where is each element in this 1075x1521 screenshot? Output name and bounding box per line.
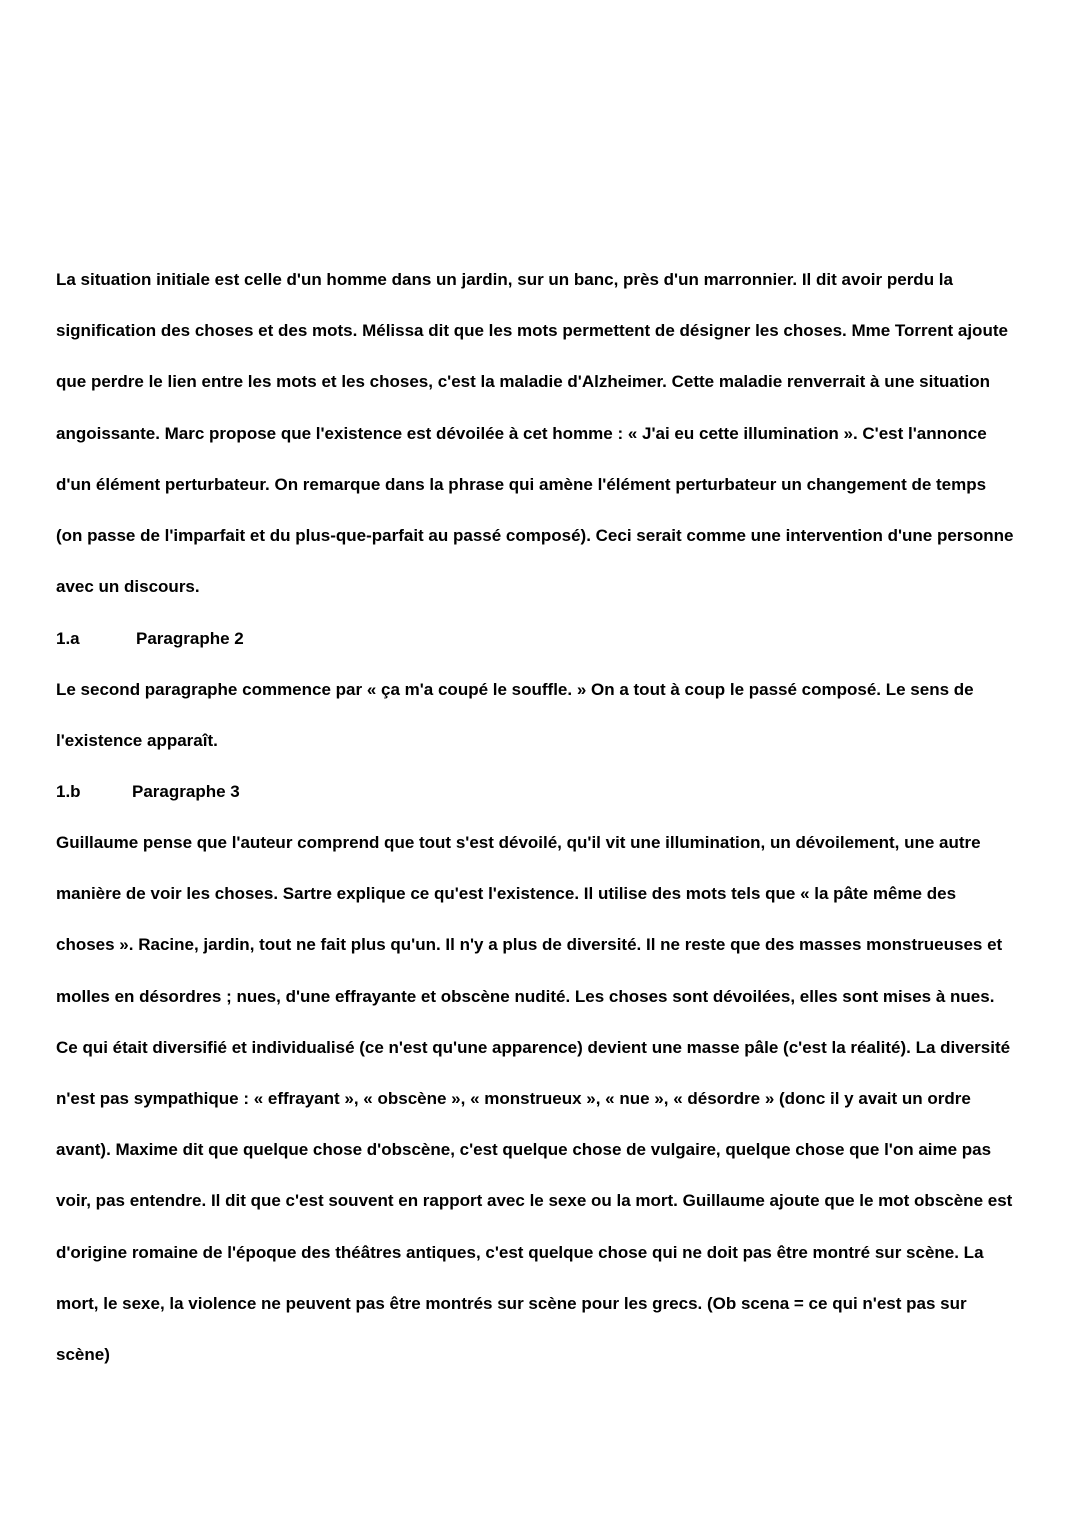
text-block-2 (56, 664, 1016, 766)
text-block-1 (56, 254, 1016, 612)
section-number: 1.b (56, 782, 81, 801)
paragraph-3: Guillaume pense que l'auteur comprend que tout s'est dévoilé, qu'il vit une illumination, un dévoilement, une autre manière de voir les choses. Sartre explique ce qu'est l'existence. Il utilise des mots tels que « la pâte même des choses ». Racine, jardin, tout ne fait plus qu'un. Il n'y a plus de diversité. Il ne reste que des masses monstrueuses et molles en désordres ; nues, d'une effrayante et obscène nudité. Les choses sont dévoilées, elles sont mises à nues. Ce qui était diversifié et individualisé (ce n'est qu'une apparence) devient une masse pâle (c'est la réalité). La diversité n'est pas sympathique : « effrayant », « obscène », « monstrueux », « nue », « désordre » (donc il y avait un ordre avant). Maxime dit que quelque chose d'obscène, c'est quelque chose de vulgaire, quelque chose que l'on aime pas voir, pas entendre. Il dit que c'est souvent en rapport avec le sexe ou la mort. Guillaume ajoute que le mot obscène est d'origine romaine de l'époque des théâtres antiques, c'est quelque chose qui ne doit pas être montré sur scène. La mort, le sexe, la violence ne peuvent pas être montrés sur scène pour les grecs. (Ob scena = ce qui n'est pas sur scène) (56, 833, 1013, 1365)
paragraph-1: La situation initiale est celle d'un homme dans un jardin, sur un banc, près d'un marronnier. Il dit avoir perdu la signification des choses et des mots. Mélissa dit que les mots permettent de désigner les choses. Mme Torrent ajoute que perdre le lien entre les mots et les choses, c'est la maladie d'Alzheimer. Cette maladie renverrait à une situation angoissante. Marc propose que l'existence est dévoilée à cet homme : « J'ai eu cette illumination ». C'est l'annonce d'un élément perturbateur. On remarque dans la phrase qui amène l'élément perturbateur un changement de temps (on passe de l'imparfait et du plus-que-parfait au passé composé). Ceci serait comme une intervention d'une personne avec un discours. (56, 270, 1014, 597)
section-title: Paragraphe 2 (136, 629, 244, 648)
text-block-3 (56, 817, 1016, 1380)
section-heading-1b (56, 766, 1016, 817)
section-heading-1a (56, 613, 1016, 664)
paragraph-2: Le second paragraphe commence par « ça m'a coupé le souffle. » On a tout à coup le passé composé. Le sens de l'existence apparaît. (56, 680, 974, 751)
section-title: Paragraphe 3 (132, 782, 240, 801)
section-number: 1.a (56, 629, 80, 648)
